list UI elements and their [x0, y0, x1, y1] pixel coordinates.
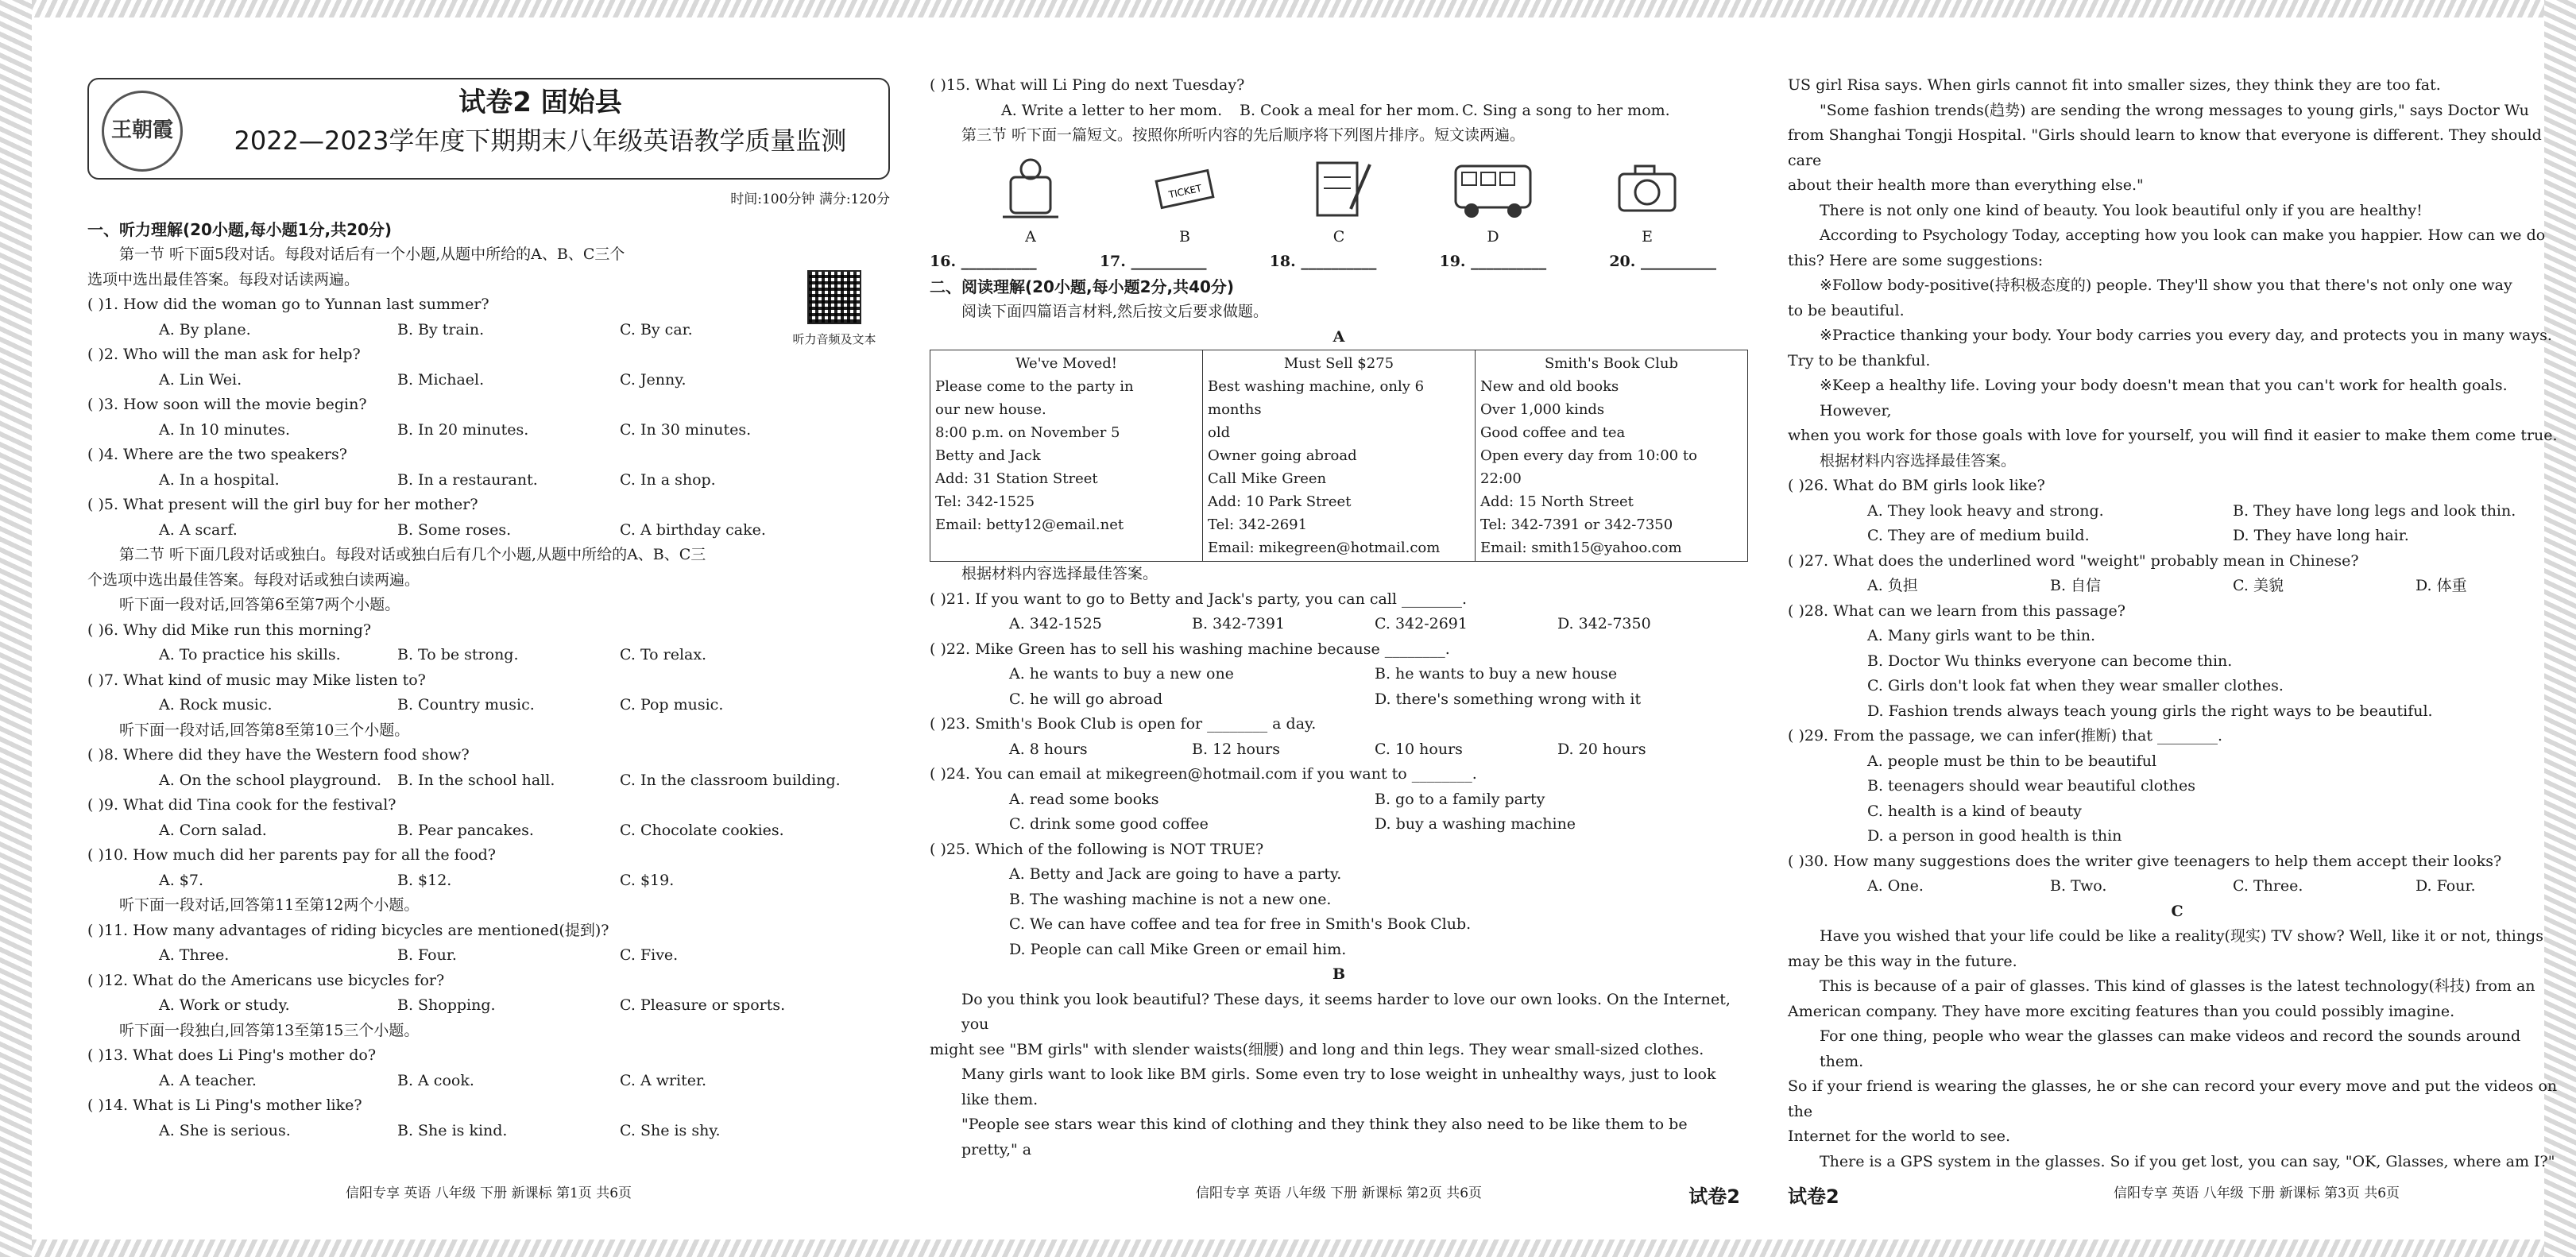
- question: ( )14. What is Li Ping's mother like?: [87, 1096, 362, 1114]
- passage-line: might see "BM girls" with slender waists(细腰) and long and thin legs. They wear small-sized clothes.: [930, 1040, 1704, 1058]
- blank-16[interactable]: 16. __________: [930, 253, 1037, 270]
- exam-subtitle: 2022—2023学年度下期期末八年级英语教学质量监测: [234, 126, 847, 156]
- passage-line: Have you wished that your life could be like a reality(现实) TV show? Well, like it or not, things: [1820, 927, 2543, 945]
- picture-b: TICKET B: [1129, 153, 1240, 250]
- passage-line: So if your friend is wearing the glasses, he or she can record your every move and put the videos on the: [1788, 1077, 2558, 1120]
- time-score: 时间:100分钟 满分:120分: [730, 191, 890, 207]
- question: ( )12. What do the Americans use bicycles for?: [87, 971, 445, 989]
- options: A. In a hospital. B. In a restaurant. C. In a shop.: [159, 470, 716, 489]
- exam-title: 试卷2 固始县: [458, 87, 622, 118]
- option: C. Girls don't look fat when they wear smaller clothes.: [1867, 677, 2284, 694]
- instruction: 第三节 听下面一篇短文。按照你所听内容的先后顺序将下列图片排序。短文读两遍。: [961, 126, 1526, 144]
- question: ( )7. What kind of music may Mike listen to?: [87, 671, 426, 689]
- part-label: C: [2171, 902, 2183, 920]
- blank-20[interactable]: 20. __________: [1609, 253, 1716, 270]
- ad-moved: We've Moved! Please come to the party in our new house. 8:00 p.m. on November 5 Betty and Jack Add: 31 Station Street Tel: 342-1525 Email: betty12@email.net: [930, 350, 1203, 562]
- logo: 王朝霞: [102, 91, 183, 172]
- option: D. a person in good health is thin: [1867, 827, 2122, 845]
- passage-line: US girl Risa says. When girls cannot fit into smaller sizes, they think they are too fat.: [1788, 76, 2441, 94]
- options: C. he will go abroad D. there's something wrong with it: [1009, 690, 1642, 708]
- passage-line: to be beautiful.: [1788, 301, 1905, 319]
- page-footer: 信阳专享 英语 八年级 下册 新课标 第1页 共6页: [345, 1185, 632, 1201]
- options: A. A teacher. B. A cook. C. A writer.: [159, 1071, 707, 1089]
- question: ( )4. Where are the two speakers?: [87, 446, 347, 463]
- question: ( )23. Smith's Book Club is open for ________ a day.: [930, 715, 1317, 733]
- page-footer: 信阳专享 英语 八年级 下册 新课标 第3页 共6页: [2113, 1185, 2400, 1201]
- passage-line: Try to be thankful.: [1788, 351, 1931, 369]
- instruction: 个选项中选出最佳答案。每段对话或独白读两遍。: [87, 570, 420, 589]
- notebook-icon: [1303, 153, 1375, 225]
- question: ( )26. What do BM girls look like?: [1788, 477, 2045, 494]
- section-title: 二、阅读理解(20小题,每小题2分,共40分): [930, 277, 1235, 296]
- question: ( )30. How many suggestions does the writer give teenagers to help them accept their looks?: [1788, 852, 2502, 870]
- options: A. Work or study. B. Shopping. C. Pleasure or sports.: [159, 996, 786, 1014]
- left-border: [0, 0, 32, 1257]
- option: C. We can have coffee and tea for free in Smith's Book Club.: [1009, 915, 1472, 933]
- page-3-column: [1788, 73, 2566, 1208]
- ad-must-sell: Must Sell $275 Best washing machine, only 6 months old Owner going abroad Call Mike Green Add: 10 Park Street Tel: 342-2691 Email: mikegreen@hotmail.com: [1203, 350, 1476, 562]
- question: ( )28. What can we learn from this passage?: [1788, 601, 2125, 620]
- question: ( )22. Mike Green has to sell his washing machine because ________.: [930, 640, 1450, 658]
- picture-e: E: [1592, 153, 1703, 250]
- passage-line: may be this way in the future.: [1788, 952, 2017, 970]
- question: ( )1. How did the woman go to Yunnan last summer?: [87, 296, 489, 313]
- question: ( )2. Who will the man ask for help?: [87, 346, 361, 363]
- part-label: B: [1332, 965, 1346, 983]
- note: 听下面一段对话,回答第8至第10三个小题。: [119, 721, 410, 739]
- options: A. Corn salad. B. Pear pancakes. C. Chocolate cookies.: [159, 821, 784, 839]
- question: ( )15. What will Li Ping do next Tuesday?: [930, 76, 1245, 94]
- options: A. On the school playground. B. In the school hall. C. In the classroom building.: [159, 771, 841, 789]
- options: C. drink some good coffee D. buy a washing machine: [1009, 815, 1576, 833]
- qr-code[interactable]: [779, 270, 890, 353]
- exam-page: [40, 32, 2558, 1225]
- picture-c: C: [1283, 153, 1394, 250]
- picture-d: D: [1437, 153, 1549, 250]
- blank-19[interactable]: 19. __________: [1439, 253, 1547, 270]
- option: B. The washing machine is not a new one.: [1009, 890, 1332, 908]
- ad-book-club: Smith's Book Club New and old books Over 1,000 kinds Good coffee and tea Open every day from 10:00 to 22:00 Add: 15 North Street Tel: 342-7391 or 342-7350 Email: smith15@yahoo.com: [1476, 350, 1748, 562]
- instruction: 第二节 听下面几段对话或独白。每段对话或独白后有几个小题,从题中所给的A、B、C三: [119, 546, 706, 563]
- options: A. 342-1525 B. 342-7391 C. 342-2691 D. 342-7350: [1009, 615, 1651, 632]
- question: ( )21. If you want to go to Betty and Jack's party, you can call ________.: [930, 590, 1468, 608]
- passage-line: American company. They have more exciting features than you could possibly imagine.: [1788, 1002, 2455, 1020]
- food-icon: [995, 153, 1066, 225]
- note: 听下面一段对话,回答第11至第12两个小题。: [119, 896, 420, 914]
- answer-blanks: [930, 249, 1748, 275]
- options: A. By plane. B. By train. C. By car.: [159, 320, 693, 338]
- passage-line: "People see stars wear this kind of clothing and they think they also need to be like them to be pretty," a: [961, 1116, 1688, 1158]
- instruction: 选项中选出最佳答案。每段对话读两遍。: [87, 270, 360, 288]
- section-title: 一、听力理解(20小题,每小题1分,共20分): [87, 219, 393, 239]
- passage-line: There is a GPS system in the glasses. So if you get lost, you can say, "OK, Glasses, where am I?": [1820, 1152, 2555, 1170]
- blank-17[interactable]: 17. __________: [1099, 253, 1207, 270]
- page-1-column: [87, 78, 890, 1201]
- options: A. A scarf. B. Some roses. C. A birthday cake.: [159, 520, 766, 539]
- options: A. To practice his skills. B. To be strong. C. To relax.: [159, 646, 707, 663]
- passage-line: "Some fashion trends(趋势) are sending the wrong messages to young girls," says Doctor Wu: [1820, 101, 2529, 119]
- options: A. Three. B. Four. C. Five.: [159, 946, 679, 964]
- options: A. Rock music. B. Country music. C. Pop music.: [159, 696, 724, 714]
- ads-table: [930, 350, 1748, 562]
- camera-icon: [1611, 153, 1683, 225]
- options: A. One. B. Two. C. Three. D. Four.: [1867, 877, 2476, 895]
- qr-label: 听力音频及文本: [792, 332, 876, 346]
- options: A. Lin Wei. B. Michael. C. Jenny.: [159, 370, 687, 389]
- picture-a: A: [975, 153, 1086, 250]
- question: ( )13. What does Li Ping's mother do?: [87, 1046, 377, 1064]
- svg-text:TICKET: TICKET: [1167, 182, 1203, 200]
- question: ( )6. Why did Mike run this morning?: [87, 621, 372, 639]
- instruction: 根据材料内容选择最佳答案。: [1820, 451, 2017, 470]
- options: A. $7. B. $12. C. $19.: [159, 871, 675, 889]
- option: B. Doctor Wu thinks everyone can become thin.: [1867, 652, 2233, 670]
- question: ( )5. What present will the girl buy for her mother?: [87, 496, 478, 513]
- instruction: 阅读下面四篇语言材料,然后按文后要求做题。: [961, 303, 1269, 320]
- options: A. he wants to buy a new one B. he wants to buy a new house: [1009, 665, 1618, 683]
- question: ( )29. From the passage, we can infer(推断) that ________.: [1788, 727, 2223, 745]
- option: A. people must be thin to be beautiful: [1867, 752, 2157, 770]
- question: ( )11. How many advantages of riding bicycles are mentioned(提到)?: [87, 921, 609, 939]
- options: C. They are of medium build. D. They have long hair.: [1867, 527, 2409, 544]
- passage-line: ※Follow body-positive(持积极态度的) people. They'll show you that there's not only one way: [1820, 277, 2512, 294]
- passage-line: For one thing, people who wear the glasses can make videos and record the sounds around them.: [1820, 1027, 2521, 1070]
- question: ( )8. Where did they have the Western food show?: [87, 746, 470, 764]
- instruction: 第一节 听下面5段对话。每段对话后有一个小题,从题中所给的A、B、C三个: [119, 246, 625, 263]
- option: D. People can call Mike Green or email him.: [1009, 940, 1347, 958]
- question: ( )27. What does the underlined word "weight" probably mean in Chinese?: [1788, 551, 2359, 570]
- passage-line: According to Psychology Today, accepting how you look can make you happier. How can we do: [1820, 226, 2546, 244]
- option: B. teenagers should wear beautiful clothes: [1867, 777, 2195, 795]
- passage-line: this? Here are some suggestions:: [1788, 251, 2044, 269]
- ticket-icon: [1149, 153, 1220, 225]
- options: A. She is serious. B. She is kind. C. She is shy.: [159, 1121, 721, 1139]
- question: ( )24. You can email at mikegreen@hotmail.com if you want to ________.: [930, 765, 1477, 783]
- picture-row: [930, 149, 1748, 250]
- passage-line: ※Practice thanking your body. Your body carries you every day, and protects you in many ways.: [1820, 327, 2552, 344]
- passage-line: Do you think you look beautiful? These days, it seems harder to love our own looks. On the Internet, you: [961, 990, 1731, 1033]
- passage-line: about their health more than everything else.": [1788, 176, 2144, 194]
- part-label: A: [1332, 327, 1345, 346]
- options: A. In 10 minutes. B. In 20 minutes. C. In 30 minutes.: [159, 420, 752, 439]
- bottom-border: [0, 1240, 2576, 1257]
- option: A. Many girls want to be thin.: [1867, 627, 2096, 644]
- passage-line: Many girls want to look like BM girls. Some even try to lose weight in unhealthy ways, just to look like them.: [961, 1066, 1716, 1108]
- question: ( )10. How much did her parents pay for all the food?: [87, 846, 496, 864]
- blank-18[interactable]: 18. __________: [1269, 253, 1377, 270]
- note: 听下面一段对话,回答第6至第7两个小题。: [119, 596, 400, 613]
- paper-tag: 试卷2: [1788, 1185, 1839, 1208]
- paper-tag: 试卷2: [1688, 1185, 1740, 1208]
- options: A. They look heavy and strong. B. They have long legs and look thin.: [1867, 501, 2516, 520]
- passage-line: ※Keep a healthy life. Loving your body doesn't mean that you can't work for health goals. However,: [1820, 377, 2508, 420]
- bus-icon: [1449, 153, 1537, 225]
- question: ( )3. How soon will the movie begin?: [87, 396, 367, 413]
- passage-line: from Shanghai Tongji Hospital. "Girls should learn to know that everyone is different. They should care: [1788, 126, 2542, 169]
- option: C. health is a kind of beauty: [1867, 802, 2082, 820]
- passage-line: Internet for the world to see.: [1788, 1127, 2011, 1145]
- top-border: [0, 0, 2576, 17]
- page-2-column: [930, 73, 1748, 1208]
- options: A. 8 hours B. 12 hours C. 10 hours D. 20 hours: [1009, 740, 1646, 758]
- passage-line: This is because of a pair of glasses. This kind of glasses is the latest technology(科技) from an: [1820, 977, 2535, 995]
- passage-line: There is not only one kind of beauty. You look beautiful only if you are healthy!: [1820, 201, 2423, 219]
- exam-header: [87, 78, 890, 180]
- options: A. read some books B. go to a family party: [1009, 790, 1545, 808]
- page-footer: 信阳专享 英语 八年级 下册 新课标 第2页 共6页: [1195, 1185, 1483, 1201]
- note: 听下面一段独白,回答第13至第15三个小题。: [119, 1021, 420, 1039]
- option: D. Fashion trends always teach young girls the right ways to be beautiful.: [1867, 702, 2433, 720]
- question: ( )25. Which of the following is NOT TRUE?: [930, 840, 1264, 858]
- passage-line: when you work for those goals with love for yourself, you will find it easier to make them come true.: [1788, 427, 2558, 444]
- instruction: 根据材料内容选择最佳答案。: [961, 565, 1158, 582]
- options: A. 负担 B. 自信 C. 美貌 D. 体重: [1867, 577, 2467, 594]
- question: ( )9. What did Tina cook for the festival?: [87, 796, 396, 814]
- options: A. Write a letter to her mom. B. Cook a meal for her mom. C. Sing a song to her mom.: [1001, 101, 1670, 119]
- option: A. Betty and Jack are going to have a party.: [1009, 865, 1342, 883]
